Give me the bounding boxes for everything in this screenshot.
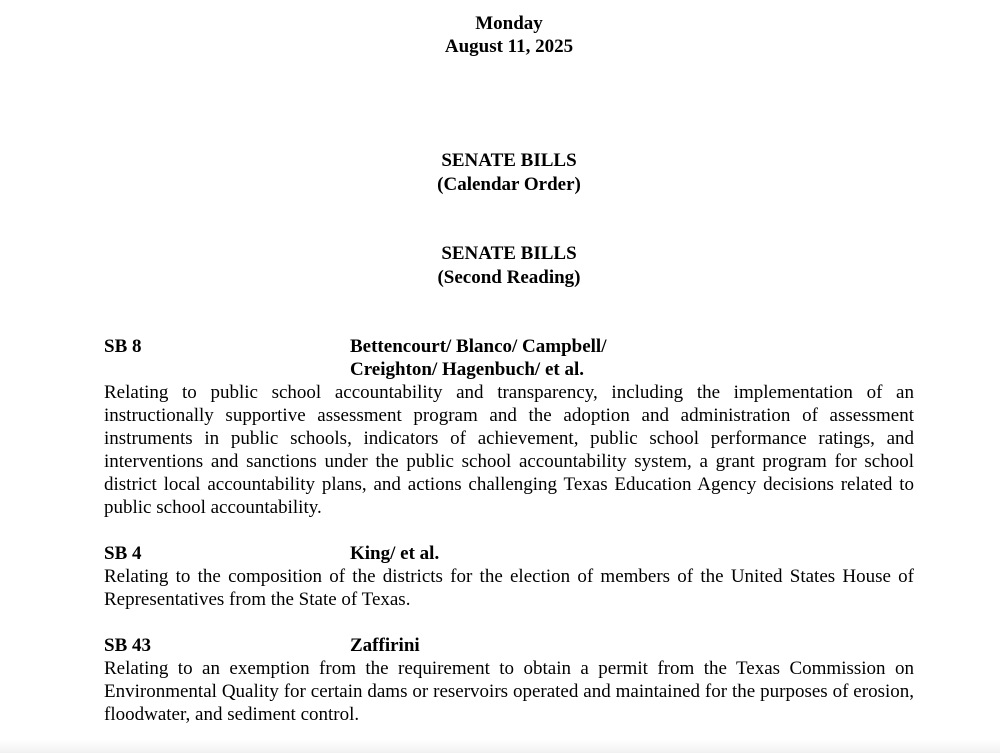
section-title: SENATE BILLS <box>441 243 577 264</box>
bill-number: SB 43 <box>104 635 151 656</box>
page-bottom-edge <box>0 740 1000 753</box>
section-subtitle: (Second Reading) <box>437 267 581 288</box>
bill-caption: Relating to an exemption from the requirement to obtain a permit from the Texas Commission on Environmental Quality for certain dams or reservoirs operated and maintained for the purposes of erosion, floodwater, and sediment control. <box>104 658 914 725</box>
bill-authors-continued: Creighton/ Hagenbuch/ et al. <box>350 359 584 380</box>
bill-caption: Relating to the composition of the districts for the election of members of the United States House of Representatives from the State of Texas. <box>104 566 914 610</box>
bill-number: SB 8 <box>104 336 142 357</box>
header-date: August 11, 2025 <box>444 36 574 57</box>
header-day: Monday <box>475 13 543 34</box>
bill-authors: Bettencourt/ Blanco/ Campbell/ <box>350 336 607 357</box>
bill-authors: King/ et al. <box>350 543 440 564</box>
section-title: SENATE BILLS <box>441 150 577 171</box>
bill-caption: Relating to public school accountability and transparency, including the implementation of an instructionally supportive assessment program and the adoption and administration of assessment instruments in public schools, indicators of achievement, public school performance ratings, and interventions and sanctions under the public school accountability system, a grant program for school district local accountability plans, and actions challenging Texas Education Agency decisions related to public school accountability. <box>104 382 914 518</box>
bill-authors: Zaffirini <box>350 635 420 656</box>
section-subtitle: (Calendar Order) <box>437 174 581 195</box>
bill-number: SB 4 <box>104 543 142 564</box>
